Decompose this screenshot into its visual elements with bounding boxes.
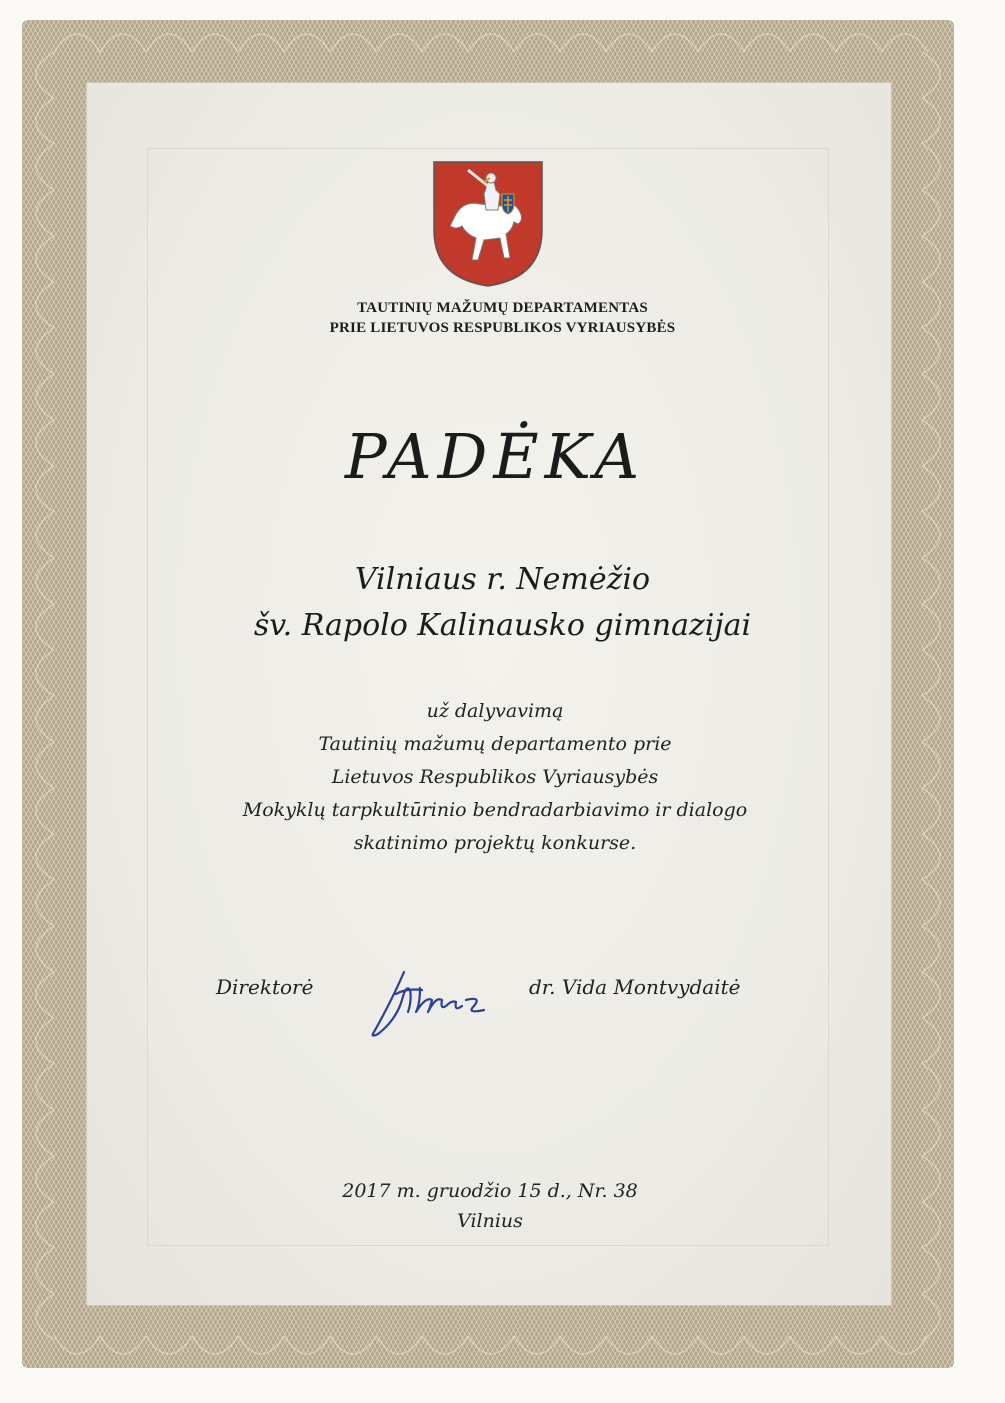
signatory-name: dr. Vida Montvydaitė: [529, 975, 741, 999]
body-line: už dalyvavimą: [426, 700, 564, 722]
date-and-number: 2017 m. gruodžio 15 d., Nr. 38: [342, 1180, 638, 1202]
body-line: skatinimo projektų konkurse.: [353, 832, 637, 854]
body-line: Lietuvos Respublikos Vyriausybės: [331, 766, 659, 788]
org-name-line-1: TAUTINIŲ MAŽUMŲ DEPARTAMENTAS: [357, 300, 648, 316]
lithuanian-coat-of-arms-icon: [432, 160, 544, 288]
handwritten-signature: [366, 960, 496, 1040]
certificate-title: PADĖKA: [344, 420, 646, 493]
recipient-line-1: Vilniaus r. Nemėžio: [354, 562, 651, 597]
signatory-role: Direktorė: [216, 975, 314, 999]
issue-place: Vilnius: [457, 1210, 523, 1232]
recipient-line-2: šv. Rapolo Kalinausko gimnazijai: [253, 608, 752, 643]
body-line: Mokyklų tarpkultūrinio bendradarbiavimo ir dialogo: [242, 799, 748, 821]
body-line: Tautinių mažumų departamento prie: [318, 733, 672, 755]
org-name-line-2: PRIE LIETUVOS RESPUBLIKOS VYRIAUSYBĖS: [329, 320, 676, 336]
